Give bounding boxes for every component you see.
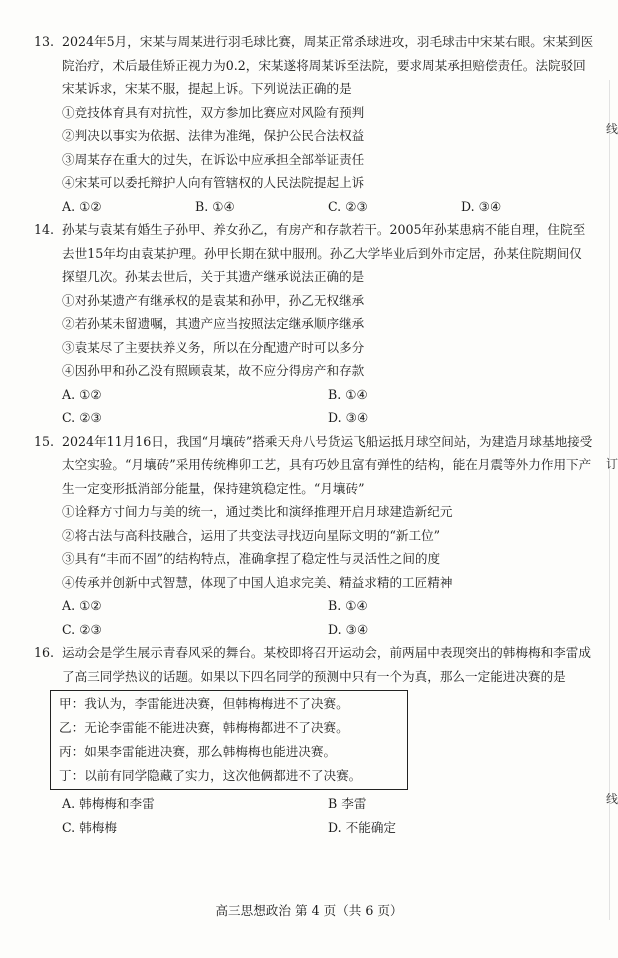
question-stem: 2024年5月，宋某与周某进行羽毛球比赛，周某正常杀球进攻，羽毛球击中宋某右眼。宋某到医院治疗，术后最佳矫正视力为0.2，宋某遂将周某诉至法院，要求周某承担赔偿责任。法院驳回宋某诉求，宋某不服，提起上诉。下列说法正确的是 <box>62 34 594 96</box>
question-15 <box>34 430 594 642</box>
option-b: B 李雷 <box>328 796 367 811</box>
prediction-bing: 丙：如果李雷能进决赛，那么韩梅梅也能进决赛。 <box>59 744 337 759</box>
answer-options-row-1 <box>34 383 594 407</box>
question-number: 16. <box>34 645 55 660</box>
option-c: C. 韩梅梅 <box>62 819 117 835</box>
prediction-yi: 乙：无论李雷能不能进决赛，韩梅梅都进不了决赛。 <box>59 720 349 735</box>
statement: ④因孙甲和孙乙没有照顾袁某，故不应分得房产和存款 <box>62 363 365 378</box>
binding-margin-mark: 线 <box>606 122 618 136</box>
option-d: D. 不能确定 <box>328 819 397 835</box>
question-stem: 孙某与袁某有婚生子孙甲、养女孙乙，有房产和存款若干。2005年孙某患病不能自理，住院至去世15年均由袁某护理。孙甲长期在狱中服刑。孙乙大学毕业后到外市定居，孙某住院期间仅探望几次。孙某去世后，关于其遗产继承说法正确的是 <box>62 222 586 284</box>
statement: ②判决以事实为依据、法律为准绳，保护公民合法权益 <box>62 128 365 143</box>
statement: ④宋某可以委托辩护人向有管辖权的人民法院提起上诉 <box>62 175 365 190</box>
binding-margin-mark: 线 <box>606 792 618 806</box>
option-a: A. ①② <box>62 598 102 613</box>
prediction-jia: 甲：我认为，李雷能进决赛，但韩梅梅进不了决赛。 <box>59 696 349 711</box>
answer-options-row-1 <box>34 792 594 816</box>
statement: ①竞技体育具有对抗性，双方参加比赛应对风险有预判 <box>62 104 365 120</box>
predictions-box <box>50 690 408 790</box>
answer-options <box>34 195 594 219</box>
question-number: 13. <box>34 34 55 49</box>
option-c: C. ②③ <box>62 621 102 637</box>
option-b: B. ①④ <box>195 198 235 214</box>
option-d: D. ③④ <box>328 410 369 425</box>
statement: ②将古法与高科技融合，运用了共变法寻找迈向星际文明的“新工位” <box>62 527 441 543</box>
page-footer: 高三思想政治 第 4 页（共 6 页） <box>215 903 403 918</box>
answer-options-row-1 <box>34 594 594 618</box>
question-16 <box>34 641 594 839</box>
statement: ③具有“丰而不固”的结构特点，准确拿捏了稳定性与灵活性之间的度 <box>62 551 441 566</box>
option-c: C. ②③ <box>62 410 102 425</box>
answer-options-row-2 <box>34 816 594 840</box>
option-b: B. ①④ <box>328 598 368 613</box>
questions-area <box>34 30 594 839</box>
statement: ③周某存在重大的过失，在诉讼中应承担全部举证责任 <box>62 151 365 167</box>
question-stem: 2024年11月16日，我国“月壤砖”搭乘天舟八号货运飞船运抵月球空间站，为建造月球基地接受太空实验。“月壤砖”采用传统榫卯工艺，具有巧妙且富有弹性的结构，能在月震等外力作用下产生一定变形抵消部分能量，保持建筑稳定性。“月壤砖” <box>62 433 593 496</box>
question-14 <box>34 218 594 430</box>
statement: ④传承并创新中式智慧，体现了中国人追求完美、精益求精的工匠精神 <box>62 574 453 590</box>
question-13 <box>34 30 594 218</box>
statement: ②若孙某未留遗嘱，其遗产应当按照法定继承顺序继承 <box>62 316 365 331</box>
answer-options-row-2 <box>34 618 594 642</box>
question-number: 15. <box>34 433 55 449</box>
statement: ①诠释方寸间力与美的统一，通过类比和演绎推理开启月球建造新纪元 <box>62 504 453 519</box>
question-number: 14. <box>34 222 55 237</box>
statement: ③袁某尽了主要扶养义务，所以在分配遗产时可以多分 <box>62 339 365 355</box>
option-a: A. ①② <box>62 198 102 214</box>
statement: ①对孙某遗产有继承权的是袁某和孙甲，孙乙无权继承 <box>62 292 365 308</box>
option-d: D. ③④ <box>328 621 369 637</box>
binding-margin-mark: 订 <box>606 457 618 471</box>
option-a: A. ①② <box>62 386 102 402</box>
option-a: A. 韩梅梅和李雷 <box>62 796 155 811</box>
option-d: D. ③④ <box>461 198 502 214</box>
option-c: C. ②③ <box>328 198 368 214</box>
option-b: B. ①④ <box>328 386 368 402</box>
prediction-ding: 丁：以前有同学隐藏了实力，这次他俩都进不了决赛。 <box>59 768 362 783</box>
answer-options-row-2 <box>34 406 594 430</box>
question-stem: 运动会是学生展示青春风采的舞台。某校即将召开运动会，前两届中表现突出的韩梅梅和李雷成了高三同学热议的话题。如果以下四名同学的预测中只有一个为真，那么一定能进决赛的是 <box>62 645 591 684</box>
